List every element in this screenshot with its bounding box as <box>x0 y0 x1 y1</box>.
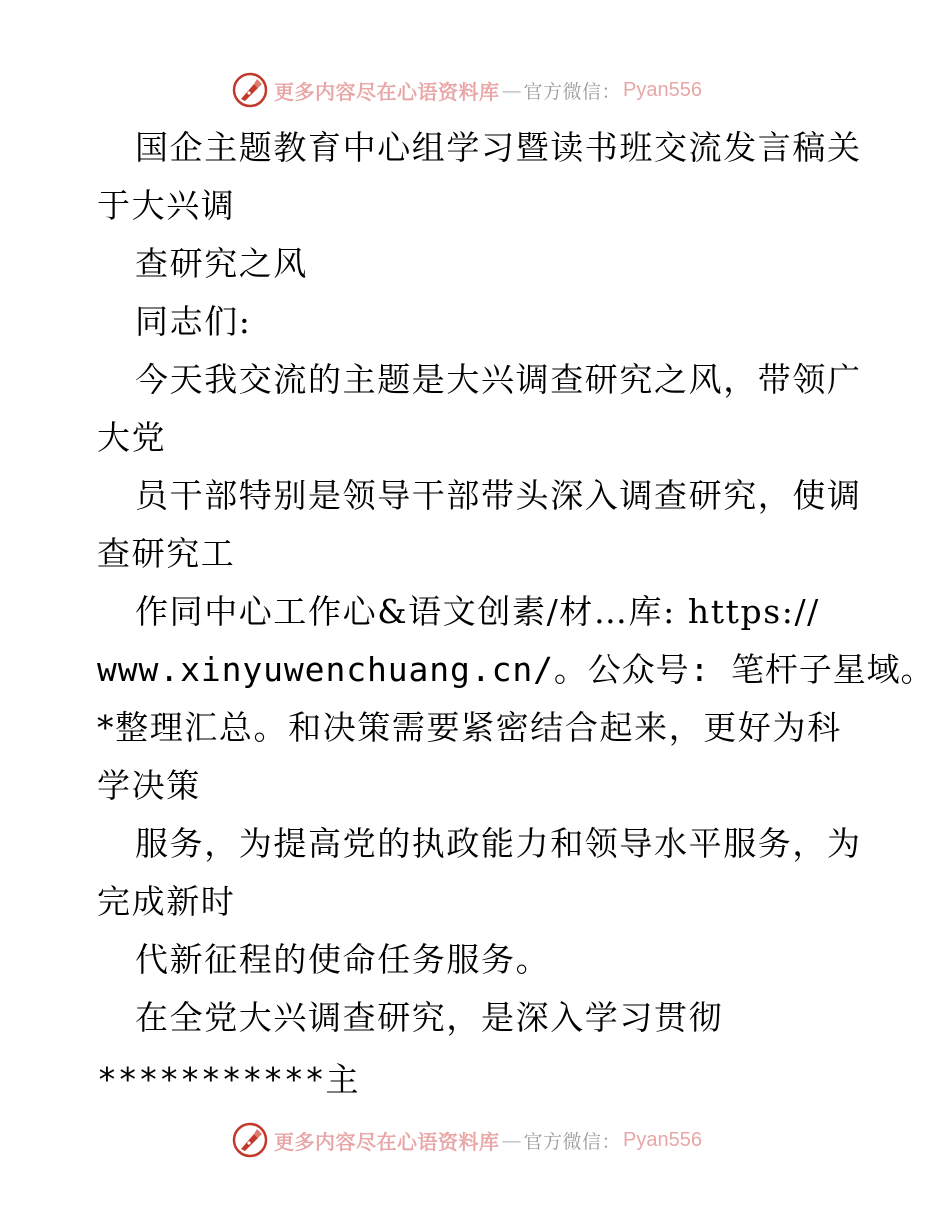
paragraph-line: 服务，为提高党的执政能力和领导水平服务，为 <box>135 824 862 863</box>
paragraph-line: 作同中心工作心&语文创素/材…库: https:// <box>135 592 820 631</box>
banner-contact-id: Pyan556 <box>623 1128 702 1151</box>
paragraph-line: 代新征程的使命任务服务。 <box>135 940 551 979</box>
title-line-3: 查研究之风 <box>135 244 308 283</box>
banner-dash: — <box>501 1128 522 1152</box>
paragraph-line: 学决策 <box>97 766 201 805</box>
banner-contact-label: 官方微信： <box>523 1130 622 1153</box>
paragraph-line: ***********主 <box>97 1060 360 1099</box>
salutation: 同志们: <box>135 302 252 341</box>
banner-text: 更多内容尽在心语资料库 <box>274 79 500 104</box>
paragraph-line: 查研究工 <box>97 534 236 573</box>
footer-watermark-banner <box>232 1120 702 1160</box>
pen-nib-logo-icon <box>232 1122 268 1158</box>
paragraph-line: 员干部特别是领导干部带头深入调查研究，使调 <box>135 476 862 515</box>
paragraph-line: www.xinyuwenchuang.cn/。公众号: 笔杆子星域。 <box>97 650 935 689</box>
paragraph-line: *整理汇总。和决策需要紧密结合起来，更好为科 <box>97 708 842 747</box>
paragraph-line: 完成新时 <box>97 882 236 921</box>
title-line-1: 国企主题教育中心组学习暨读书班交流发言稿关 <box>135 128 862 167</box>
paragraph-line: 大党 <box>97 418 167 457</box>
title-line-2: 于大兴调 <box>97 186 236 225</box>
banner-dash: — <box>501 78 522 102</box>
paragraph-line: 在全党大兴调查研究，是深入学习贯彻 <box>135 998 724 1037</box>
banner-text: 更多内容尽在心语资料库 <box>274 1129 500 1154</box>
banner-contact-id: Pyan556 <box>623 78 702 101</box>
header-watermark-banner <box>232 70 702 110</box>
pen-nib-logo-icon <box>232 72 268 108</box>
banner-contact-label: 官方微信： <box>523 80 622 103</box>
paragraph-line: 今天我交流的主题是大兴调查研究之风，带领广 <box>135 360 862 399</box>
